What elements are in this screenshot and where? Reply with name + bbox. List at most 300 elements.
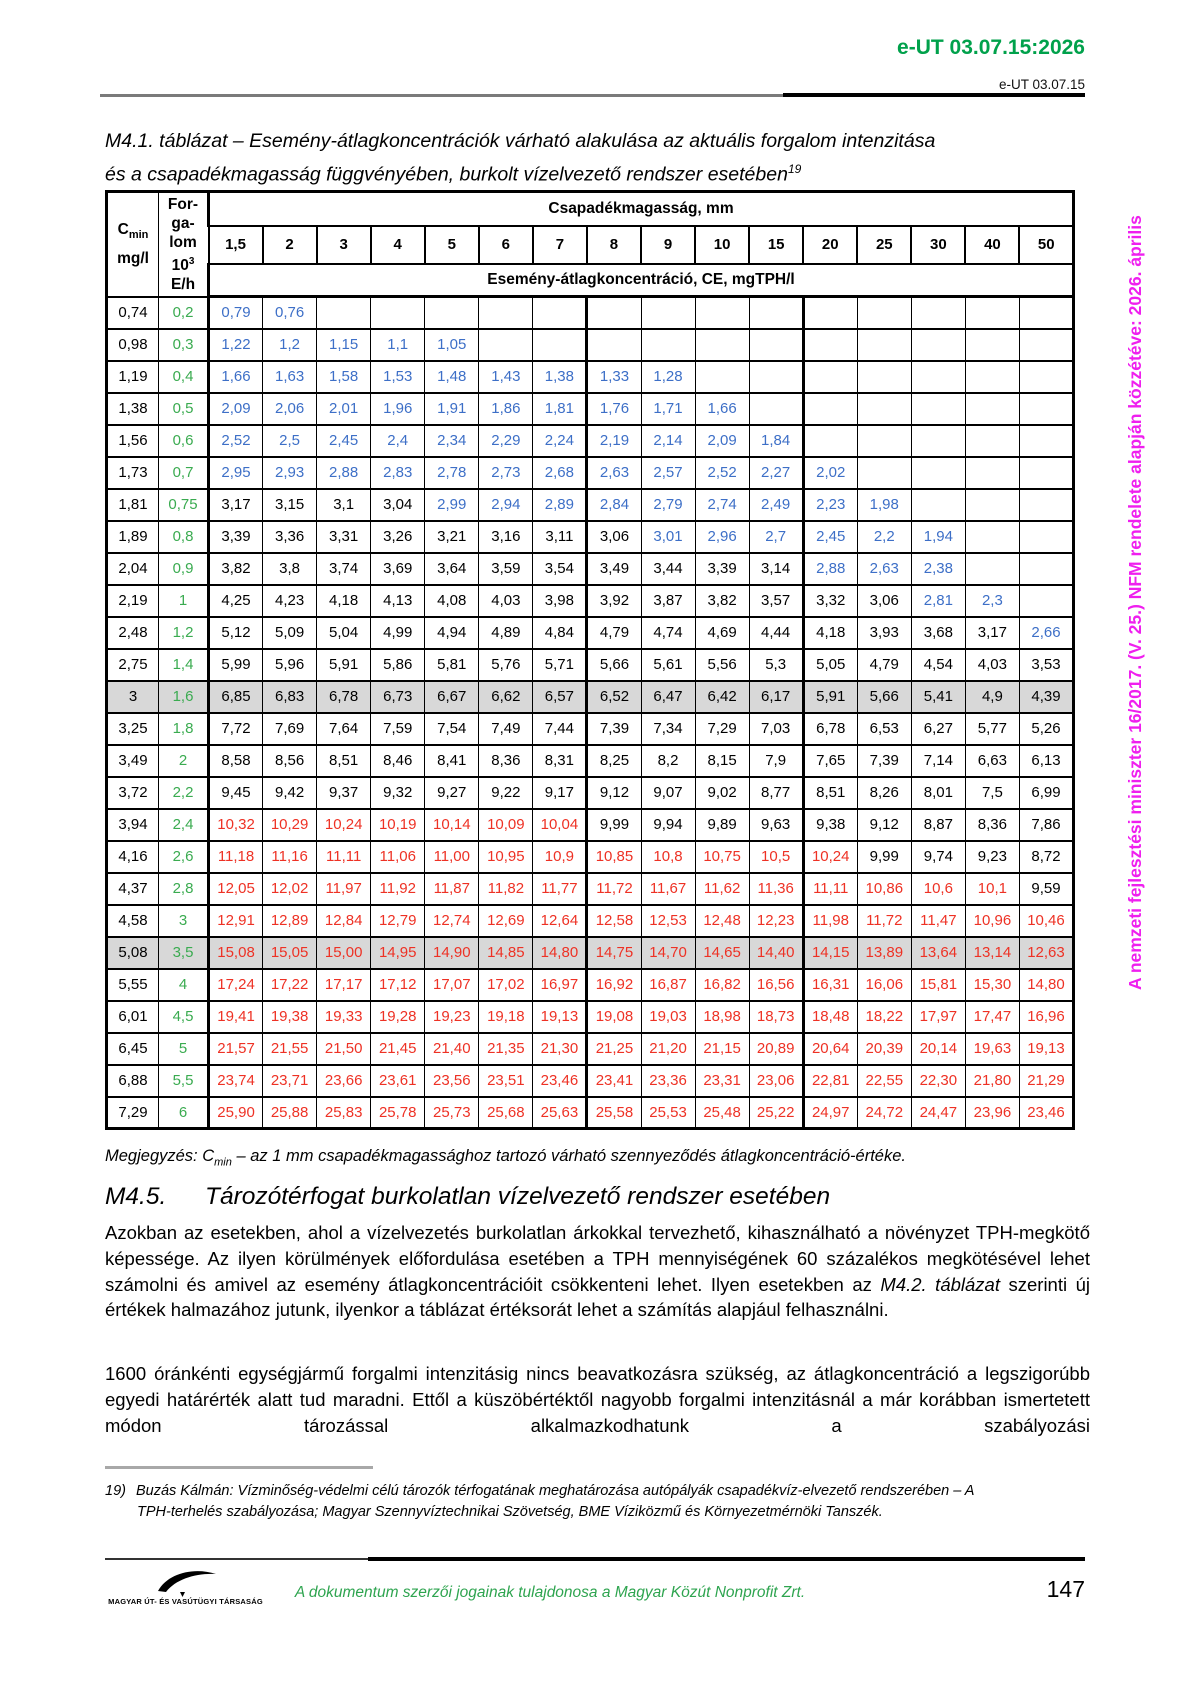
value-cell: 11,06 [371,841,425,873]
value-cell: 2,89 [533,489,587,521]
table-header [107,192,1074,297]
value-cell: 21,45 [371,1033,425,1065]
value-cell: 8,2 [641,745,695,777]
value-cell [803,393,857,425]
value-cell: 7,49 [479,713,533,745]
value-cell: 22,81 [803,1065,857,1097]
value-cell: 6,67 [425,681,479,713]
table-row [107,585,1074,617]
footer-rule-right [368,1557,1085,1561]
cmin-cell: 1,89 [107,521,159,553]
value-cell: 3,74 [317,553,371,585]
value-cell: 13,64 [911,937,965,969]
value-cell: 8,56 [263,745,317,777]
table-row [107,809,1074,841]
footer-rule-left [105,1558,368,1560]
value-cell: 14,15 [803,937,857,969]
value-cell: 21,80 [965,1065,1019,1097]
value-cell: 19,38 [263,1001,317,1033]
value-cell: 11,16 [263,841,317,873]
value-cell: 3,59 [479,553,533,585]
value-cell [1019,425,1073,457]
rain-depth-column-header: 15 [749,226,803,264]
value-cell: 5,3 [749,649,803,681]
value-cell: 5,91 [803,681,857,713]
value-cell: 3,36 [263,521,317,553]
value-cell: 4,44 [749,617,803,649]
value-cell: 5,71 [533,649,587,681]
value-cell: 17,02 [479,969,533,1001]
value-cell: 24,97 [803,1097,857,1129]
value-cell: 1,63 [263,361,317,393]
value-cell: 3,87 [641,585,695,617]
value-cell [317,297,371,329]
value-cell: 1,71 [641,393,695,425]
value-cell: 2,52 [695,457,749,489]
value-cell [1019,393,1073,425]
value-cell: 4,74 [641,617,695,649]
value-cell: 7,03 [749,713,803,745]
value-cell [965,361,1019,393]
value-cell: 17,12 [371,969,425,1001]
value-cell: 3,98 [533,585,587,617]
value-cell: 9,89 [695,809,749,841]
value-cell [803,297,857,329]
value-cell: 23,36 [641,1065,695,1097]
value-cell [587,297,641,329]
value-cell: 9,02 [695,777,749,809]
value-cell: 16,06 [857,969,911,1001]
value-cell: 18,73 [749,1001,803,1033]
traffic-cell: 1 [159,585,209,617]
value-cell: 19,23 [425,1001,479,1033]
doc-code-short: e-UT 03.07.15 [998,77,1085,92]
value-cell: 6,42 [695,681,749,713]
value-cell: 6,13 [1019,745,1073,777]
value-cell: 23,71 [263,1065,317,1097]
section-number: M4.5. [105,1183,167,1210]
value-cell: 10,6 [911,873,965,905]
value-cell: 14,80 [1019,969,1073,1001]
value-cell: 9,99 [857,841,911,873]
value-cell: 9,38 [803,809,857,841]
value-cell: 1,66 [209,361,263,393]
value-cell: 13,89 [857,937,911,969]
value-cell: 16,92 [587,969,641,1001]
value-cell: 21,20 [641,1033,695,1065]
value-cell: 2,94 [479,489,533,521]
value-cell [911,297,965,329]
value-cell: 12,69 [479,905,533,937]
value-cell: 23,06 [749,1065,803,1097]
value-cell: 10,5 [749,841,803,873]
table-caption [105,127,1090,189]
value-cell: 19,33 [317,1001,371,1033]
value-cell: 10,75 [695,841,749,873]
value-cell [1019,457,1073,489]
value-cell [965,457,1019,489]
cmin-cell: 6,01 [107,1001,159,1033]
value-cell: 14,75 [587,937,641,969]
table-row [107,361,1074,393]
value-cell: 7,29 [695,713,749,745]
table-row [107,1001,1074,1033]
value-cell: 17,97 [911,1001,965,1033]
cmin-cell: 2,04 [107,553,159,585]
page-number: 147 [1046,1576,1085,1602]
value-cell: 2,96 [695,521,749,553]
value-cell: 11,82 [479,873,533,905]
table-row [107,329,1074,361]
traffic-cell: 0,7 [159,457,209,489]
value-cell: 21,15 [695,1033,749,1065]
value-cell: 11,18 [209,841,263,873]
table-row [107,649,1074,681]
rain-depth-column-header: 20 [803,226,857,264]
footnote-divider [105,1466,373,1469]
rain-depth-column-header: 4 [371,226,425,264]
value-cell [1019,489,1073,521]
value-cell: 7,5 [965,777,1019,809]
value-cell: 9,22 [479,777,533,809]
value-cell: 2,81 [911,585,965,617]
value-cell: 17,17 [317,969,371,1001]
value-cell: 3,68 [911,617,965,649]
value-cell: 2,14 [641,425,695,457]
value-cell: 14,95 [371,937,425,969]
value-cell [857,329,911,361]
value-cell [965,393,1019,425]
value-cell: 14,40 [749,937,803,969]
value-cell: 2,19 [587,425,641,457]
value-cell [695,329,749,361]
header-rule [100,93,1085,98]
value-cell [749,297,803,329]
value-cell: 2,34 [425,425,479,457]
value-cell: 21,40 [425,1033,479,1065]
value-cell: 16,82 [695,969,749,1001]
value-cell: 1,1 [371,329,425,361]
cmin-cell: 1,73 [107,457,159,489]
value-cell: 2,38 [911,553,965,585]
value-cell: 18,48 [803,1001,857,1033]
value-cell: 1,15 [317,329,371,361]
value-cell: 16,87 [641,969,695,1001]
value-cell: 8,15 [695,745,749,777]
traffic-cell: 0,75 [159,489,209,521]
value-cell: 2,09 [695,425,749,457]
value-cell: 2,45 [803,521,857,553]
value-cell: 2,66 [1019,617,1073,649]
event-concentration-span-header: Esemény-átlagkoncentráció, CE, mgTPH/l [209,264,1074,297]
table-row [107,617,1074,649]
cmin-cell: 3,49 [107,745,159,777]
value-cell: 11,00 [425,841,479,873]
caption-line2: és a csapadékmagasság függvényében, burkolt vízelvezető rendszer esetében [105,163,788,186]
rain-depth-column-header: 1,5 [209,226,263,264]
value-cell: 2,24 [533,425,587,457]
value-cell: 9,74 [911,841,965,873]
value-cell: 3,17 [965,617,1019,649]
value-cell: 1,96 [371,393,425,425]
value-cell: 17,47 [965,1001,1019,1033]
traffic-cell: 3 [159,905,209,937]
traffic-column-header: For- ga- lom $10^3$ E/h [159,192,209,297]
value-cell: 3,01 [641,521,695,553]
value-cell: 10,9 [533,841,587,873]
value-cell: 1,84 [749,425,803,457]
value-cell: 6,85 [209,681,263,713]
value-cell: 12,64 [533,905,587,937]
value-cell: 3,64 [425,553,479,585]
traffic-cell: 2,8 [159,873,209,905]
value-cell: 7,34 [641,713,695,745]
value-cell: 3,21 [425,521,479,553]
value-cell [425,297,479,329]
value-cell: 6,53 [857,713,911,745]
traffic-cell: 0,6 [159,425,209,457]
value-cell: 1,81 [533,393,587,425]
table-row [107,1033,1074,1065]
value-cell: 2,09 [209,393,263,425]
table-row [107,873,1074,905]
value-cell: 20,89 [749,1033,803,1065]
value-cell: 4,18 [803,617,857,649]
value-cell: 1,76 [587,393,641,425]
value-cell: 2,52 [209,425,263,457]
value-cell: 10,8 [641,841,695,873]
traffic-cell: 0,4 [159,361,209,393]
value-cell: 11,92 [371,873,425,905]
value-cell [911,457,965,489]
value-cell: 4,13 [371,585,425,617]
value-cell: 12,84 [317,905,371,937]
value-cell: 23,96 [965,1097,1019,1129]
value-cell: 3,32 [803,585,857,617]
value-cell [1019,329,1073,361]
value-cell: 23,31 [695,1065,749,1097]
value-cell: 3,82 [695,585,749,617]
value-cell: 8,36 [965,809,1019,841]
value-cell: 8,36 [479,745,533,777]
value-cell: 5,66 [857,681,911,713]
value-cell: 14,70 [641,937,695,969]
value-cell: 6,78 [317,681,371,713]
value-cell: 21,55 [263,1033,317,1065]
caption-line1: M4.1. táblázat – Esemény-átlagkoncentrációk várható alakulása az aktuális forgalom intenzitása [105,130,936,152]
value-cell [749,393,803,425]
value-cell: 11,72 [587,873,641,905]
value-cell: 25,48 [695,1097,749,1129]
rain-depth-column-header: 3 [317,226,371,264]
value-cell: 4,03 [479,585,533,617]
value-cell: 10,85 [587,841,641,873]
value-cell: 2,4 [371,425,425,457]
value-cell: 2,78 [425,457,479,489]
value-cell: 5,91 [317,649,371,681]
value-cell: 9,42 [263,777,317,809]
value-cell [371,297,425,329]
value-cell: 16,56 [749,969,803,1001]
value-cell: 11,72 [857,905,911,937]
cmin-cell: 3,72 [107,777,159,809]
table-row [107,297,1074,329]
value-cell: 1,98 [857,489,911,521]
value-cell [803,329,857,361]
value-cell [803,425,857,457]
value-cell: 12,23 [749,905,803,937]
value-cell: 7,54 [425,713,479,745]
value-cell: 1,66 [695,393,749,425]
value-cell [695,297,749,329]
footer-rule [105,1557,1085,1562]
value-cell: 10,14 [425,809,479,841]
value-cell: 9,32 [371,777,425,809]
value-cell: 25,53 [641,1097,695,1129]
value-cell: 12,48 [695,905,749,937]
value-cell: 2,29 [479,425,533,457]
cmin-cell: 2,75 [107,649,159,681]
cmin-cell: 3 [107,681,159,713]
value-cell: 2,93 [263,457,317,489]
value-cell: 10,04 [533,809,587,841]
value-cell: 2,83 [371,457,425,489]
traffic-cell: 1,6 [159,681,209,713]
value-cell: 12,02 [263,873,317,905]
value-cell: 8,26 [857,777,911,809]
value-cell: 3,53 [1019,649,1073,681]
value-cell: 3,44 [641,553,695,585]
value-cell: 10,09 [479,809,533,841]
value-cell: 5,26 [1019,713,1073,745]
value-cell: 1,33 [587,361,641,393]
value-cell: 7,44 [533,713,587,745]
value-cell: 9,63 [749,809,803,841]
value-cell: 2,01 [317,393,371,425]
value-cell: 0,76 [263,297,317,329]
value-cell: 25,58 [587,1097,641,1129]
value-cell: 23,41 [587,1065,641,1097]
value-cell: 9,45 [209,777,263,809]
value-cell: 4,79 [857,649,911,681]
value-cell [965,425,1019,457]
organization-name: MAGYAR ÚT- ÉS VASÚTÜGYI TÁRSASÁG [108,1597,263,1606]
value-cell: 4,08 [425,585,479,617]
value-cell [857,425,911,457]
value-cell: 14,90 [425,937,479,969]
value-cell: 1,2 [263,329,317,361]
table-row [107,937,1074,969]
value-cell: 4,03 [965,649,1019,681]
table-row [107,1065,1074,1097]
value-cell [911,329,965,361]
value-cell: 3,39 [209,521,263,553]
value-cell [911,361,965,393]
value-cell: 25,73 [425,1097,479,1129]
value-cell [857,361,911,393]
value-cell [911,393,965,425]
value-cell: 18,98 [695,1001,749,1033]
value-cell: 4,18 [317,585,371,617]
cmin-cell: 3,94 [107,809,159,841]
value-cell: 9,99 [587,809,641,841]
value-cell: 10,86 [857,873,911,905]
value-cell [857,457,911,489]
value-cell: 19,41 [209,1001,263,1033]
traffic-cell: 0,2 [159,297,209,329]
value-cell: 5,61 [641,649,695,681]
value-cell: 3,1 [317,489,371,521]
traffic-cell: 0,9 [159,553,209,585]
value-cell: 11,87 [425,873,479,905]
traffic-cell: 6 [159,1097,209,1129]
value-cell [911,425,965,457]
cmin-column-header: $C_{min}$ mg/l [107,192,159,297]
value-cell: 19,63 [965,1033,1019,1065]
value-cell: 6,62 [479,681,533,713]
value-cell: 7,59 [371,713,425,745]
value-cell: 7,39 [587,713,641,745]
value-cell: 21,29 [1019,1065,1073,1097]
rain-depth-column-header: 2 [263,226,317,264]
value-cell: 21,25 [587,1033,641,1065]
value-cell: 25,78 [371,1097,425,1129]
value-cell: 5,99 [209,649,263,681]
value-cell: 3,93 [857,617,911,649]
header-rule-right [783,93,1085,97]
value-cell: 2,63 [587,457,641,489]
traffic-cell: 1,2 [159,617,209,649]
value-cell: 1,43 [479,361,533,393]
value-cell: 10,24 [317,809,371,841]
value-cell: 4,39 [1019,681,1073,713]
value-cell [479,297,533,329]
value-cell: 8,72 [1019,841,1073,873]
value-cell: 3,82 [209,553,263,585]
value-cell: 3,92 [587,585,641,617]
value-cell: 23,56 [425,1065,479,1097]
value-cell: 2,23 [803,489,857,521]
value-cell: 23,46 [1019,1097,1073,1129]
value-cell: 20,14 [911,1033,965,1065]
table-note: Megjegyzés: $C_{min}$ – az 1 mm csapadékmagassághoz tartozó várható szennyeződés átlagkoncentráció-értéke. [105,1147,906,1169]
value-cell: 25,63 [533,1097,587,1129]
cmin-cell: 6,88 [107,1065,159,1097]
cmin-cell: 0,74 [107,297,159,329]
value-cell: 8,87 [911,809,965,841]
value-cell: 21,50 [317,1033,371,1065]
value-cell: 9,23 [965,841,1019,873]
value-cell: 19,18 [479,1001,533,1033]
value-cell: 11,36 [749,873,803,905]
value-cell: 5,96 [263,649,317,681]
rain-depth-column-header: 5 [425,226,479,264]
value-cell: 5,04 [317,617,371,649]
value-cell: 3,06 [587,521,641,553]
value-cell [641,297,695,329]
value-cell: 19,28 [371,1001,425,1033]
value-cell: 4,79 [587,617,641,649]
value-cell: 5,77 [965,713,1019,745]
table-row [107,1097,1074,1129]
value-cell: 3,15 [263,489,317,521]
value-cell: 23,51 [479,1065,533,1097]
value-cell: 10,46 [1019,905,1073,937]
value-cell: 7,64 [317,713,371,745]
value-cell: 11,11 [317,841,371,873]
value-cell [965,553,1019,585]
value-cell [1019,361,1073,393]
